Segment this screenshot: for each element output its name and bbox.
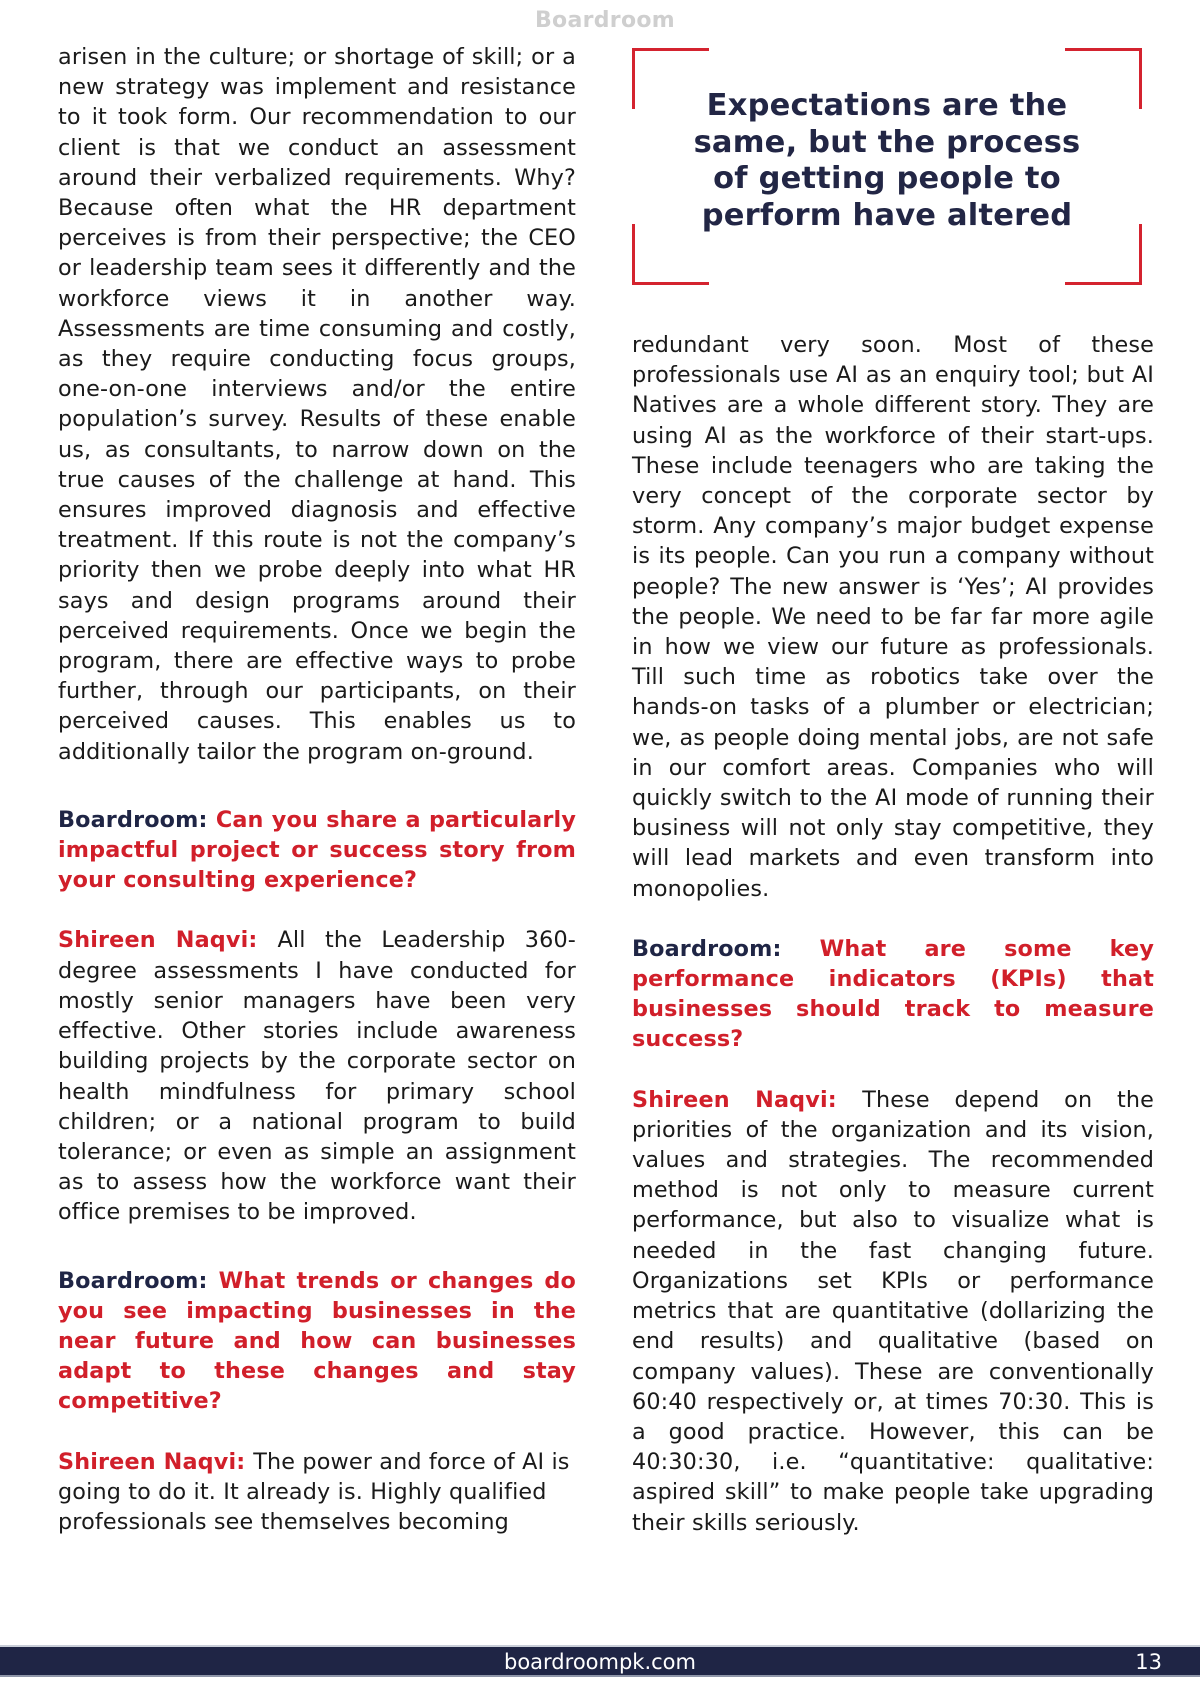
- body-paragraph: arisen in the culture; or shortage of skill; or a new strategy was implement and resistance to it took form. Our recommendation to our client is that we conduct an assessment around their verbalized requirements. Why? Because often what the HR department perceives is from their perspective; the CEO or leadership team sees it differently and the workforce views it in another way. Assessments are time consuming and costly, as they require conducting focus groups, one-on-one interviews and/or the entire population’s survey. Results of these enable us, as consultants, to narrow down on the true causes of the challenge at hand. This ensures improved diagnosis and effective treatment. If this route is not the company’s priority then we probe deeply into what HR says and design programs around their perceived requirements. Once we begin the program, there are effective ways to probe further, through our participants, on their perceived causes. This enables us to additionally tailor the program on-ground.: [58, 44, 576, 765]
- answer-label: Shireen Naqvi:: [58, 927, 278, 954]
- interview-answer: [58, 1447, 576, 1538]
- interview-question: [632, 934, 1154, 1055]
- left-column: [58, 42, 576, 1537]
- answer-text: All the Leadership 360-degree assessments I have conducted for mostly senior managers have been very effective. Other stories include awareness building projects by the corporate sector on health mindfulness for primary school children; or a national program to build tolerance; or even as simple an assignment as to assess how the workforce want their office premises to be improved.: [58, 927, 576, 1226]
- interview-answer: [632, 1085, 1154, 1538]
- running-header-title: Boardroom: [534, 8, 676, 33]
- question-label: Boardroom:: [58, 1267, 219, 1294]
- body-paragraph: redundant very soon. Most of these professionals use AI as an enquiry tool; but AI Natives are a whole different story. They are using AI as the workforce of their start-ups. These include teenagers who are taking the very concept of the corporate sector by storm. Any company’s major budget expense is its people. Can you run a company without people? The new answer is ‘Yes’; AI provides the people. We need to be far far more agile in how we view our future as professionals. Till such time as robotics take over the hands-on tasks of a plumber or electrician; we, as people doing mental jobs, are not safe in our comfort areas. Companies who will quickly switch to the AI mode of running their business will not only stay competitive, they will lead markets and even transform into monopolies.: [632, 332, 1154, 902]
- pull-quote: [632, 48, 1142, 285]
- footer-website-link[interactable]: boardroompk.com: [504, 1650, 696, 1674]
- answer-label: Shireen Naqvi:: [632, 1086, 863, 1113]
- interview-question: [58, 805, 576, 896]
- answer-text: The power and force of AI is going to do it. It already is. Highly qualified professionals see themselves becoming: [58, 1448, 570, 1535]
- question-text: What trends or changes do you see impacting businesses in the near future and how can businesses adapt to these changes and stay competitive?: [58, 1267, 577, 1415]
- pull-quote-text: Expectations are the same, but the process of getting people to perform have altered: [693, 88, 1081, 233]
- interview-question: [58, 1266, 576, 1417]
- question-text: Can you share a particularly impactful project or success story from your consulting experience?: [58, 806, 577, 894]
- question-text: What are some key performance indicators (KPIs) that businesses should track to measure success?: [632, 935, 1154, 1053]
- right-column: [632, 330, 1154, 1538]
- question-label: Boardroom:: [58, 806, 216, 833]
- question-label: Boardroom:: [632, 935, 820, 962]
- page-number: 13: [1135, 1650, 1162, 1674]
- interview-answer: [58, 925, 576, 1227]
- page-footer: [0, 1645, 1200, 1677]
- answer-label: Shireen Naqvi:: [58, 1448, 254, 1475]
- answer-text: These depend on the priorities of the organization and its vision, values and strategies. The recommended method is not only to measure current performance, but also to visualize what is needed in the fast changing future. Organizations set KPIs or performance metrics that are quantitative (dollarizing the end results) and qualitative (based on company values). These are conventionally 60:40 respectively or, at times 70:30. This is a good practice. However, this can be 40:30:30, i.e. “quantitative: qualitative: aspired skill” to make people take upgrading their skills seriously.: [632, 1086, 1154, 1536]
